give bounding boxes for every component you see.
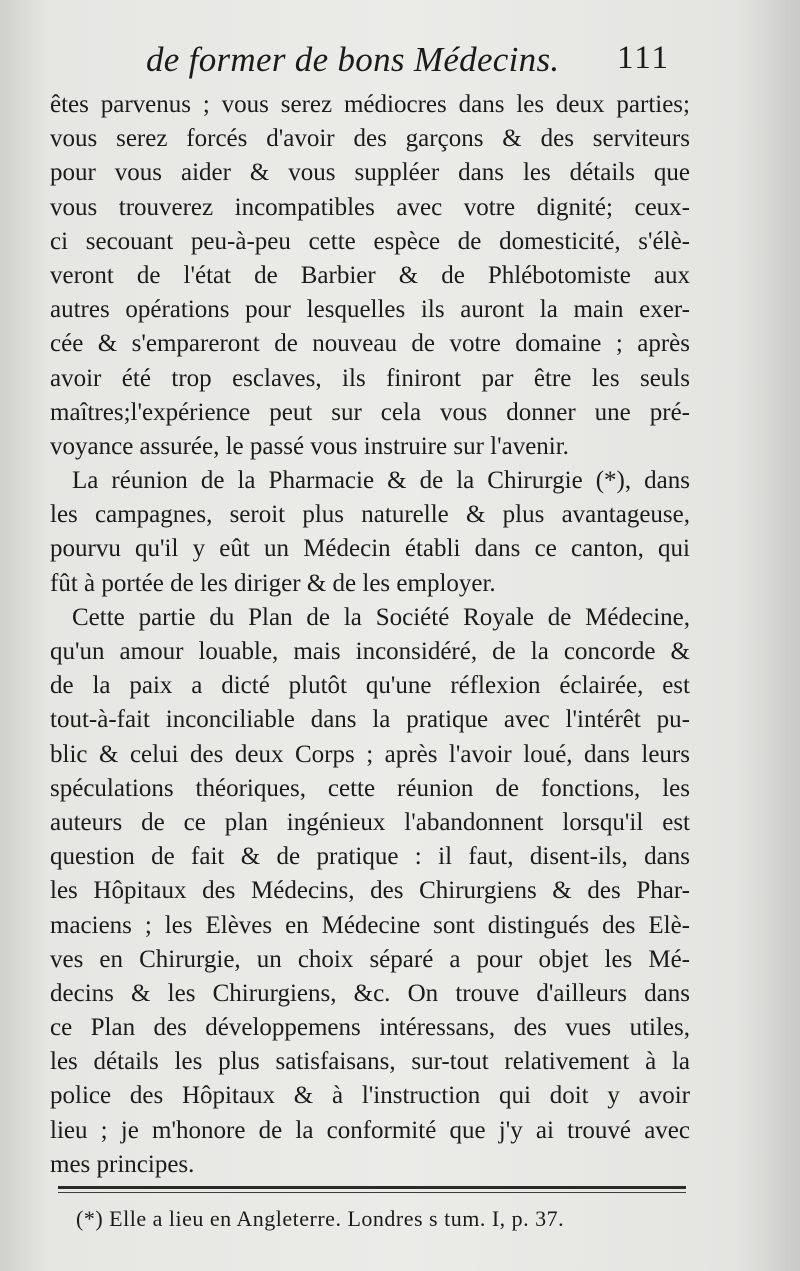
text-line: question de fait & de pratique : il faut, disent-ils, dans — [50, 843, 690, 871]
text-line: les Hôpitaux des Médecins, des Chirurgiens & des Phar- — [50, 877, 690, 905]
text-line: de la paix a dicté plutôt qu'une réflexion éclairée, est — [50, 672, 690, 700]
text-line: pour vous aider & vous suppléer dans les détails que — [50, 159, 690, 187]
text-line: lieu ; je m'honore de la conformité que j'y ai trouvé avec — [50, 1116, 690, 1144]
text-line: Cette partie du Plan de la Société Royale de Médecine, — [72, 603, 690, 631]
text-line: police des Hôpitaux & à l'instruction qui doit y avoir — [50, 1082, 690, 1110]
text-line: auteurs de ce plan ingénieux l'abandonnent lorsqu'il est — [50, 808, 690, 836]
text-line: les campagnes, seroit plus naturelle & plus avantageuse, — [50, 501, 690, 529]
body-text — [50, 88, 690, 1182]
text-line: veront de l'état de Barbier & de Phlébotomiste aux — [50, 261, 690, 289]
paragraph — [50, 601, 690, 1182]
text-line: La réunion de la Pharmacie & de la Chirurgie (*), dans — [72, 467, 690, 495]
text-line: maciens ; les Elèves en Médecine sont distingués des Elè- — [50, 911, 690, 939]
text-line: fût à portée de les diriger & de les employer. — [50, 569, 496, 597]
text-line: les détails les plus satisfaisans, sur-tout relativement à la — [50, 1048, 690, 1076]
text-line: vous trouverez incompatibles avec votre dignité; ceux- — [50, 193, 690, 221]
text-line: autres opérations pour lesquelles ils auront la main exer- — [50, 296, 690, 324]
text-line: ce Plan des développemens intéressans, des vues utiles, — [50, 1014, 690, 1042]
text-line: ves en Chirurgie, un choix séparé a pour objet les Mé- — [50, 945, 690, 973]
text-line: mes principes. — [50, 1150, 195, 1178]
running-title: de former de bons Médecins. — [146, 40, 560, 79]
text-line: pourvu qu'il y eût un Médecin établi dans ce canton, qui — [50, 535, 690, 563]
text-line: ci secouant peu-à-peu cette espèce de domesticité, s'élè- — [50, 227, 690, 255]
text-line: avoir été trop esclaves, ils finiront par être les seuls — [50, 364, 690, 392]
text-line: spéculations théoriques, cette réunion de fonctions, les — [50, 774, 690, 802]
footnote-divider-thin — [58, 1192, 686, 1193]
text-line: blic & celui des deux Corps ; après l'avoir loué, dans leurs — [50, 740, 690, 768]
text-line: cée & s'empareront de nouveau de votre domaine ; après — [50, 330, 690, 358]
text-line: decins & les Chirurgiens, &c. On trouve d'ailleurs dans — [50, 979, 690, 1007]
text-line: maîtres;l'expérience peut sur cela vous donner une pré- — [50, 398, 690, 426]
footnote-divider — [58, 1186, 686, 1189]
text-line: êtes parvenus ; vous serez médiocres dans les deux parties; — [50, 91, 690, 118]
paragraph — [50, 88, 690, 464]
text-line: voyance assurée, le passé vous instruire sur l'avenir. — [50, 432, 569, 460]
text-line: tout-à-fait inconciliable dans la pratique avec l'intérêt pu- — [50, 706, 690, 734]
text-line: qu'un amour louable, mais inconsidéré, de la concorde & — [50, 638, 690, 665]
text-line: vous serez forcés d'avoir des garçons & des serviteurs — [50, 125, 690, 153]
page-header — [146, 40, 676, 88]
footnote: (*) Elle a lieu en Angleterre. Londres s tum. I, p. 37. — [76, 1206, 565, 1231]
page-number: 111 — [616, 40, 670, 76]
paragraph — [50, 464, 690, 601]
